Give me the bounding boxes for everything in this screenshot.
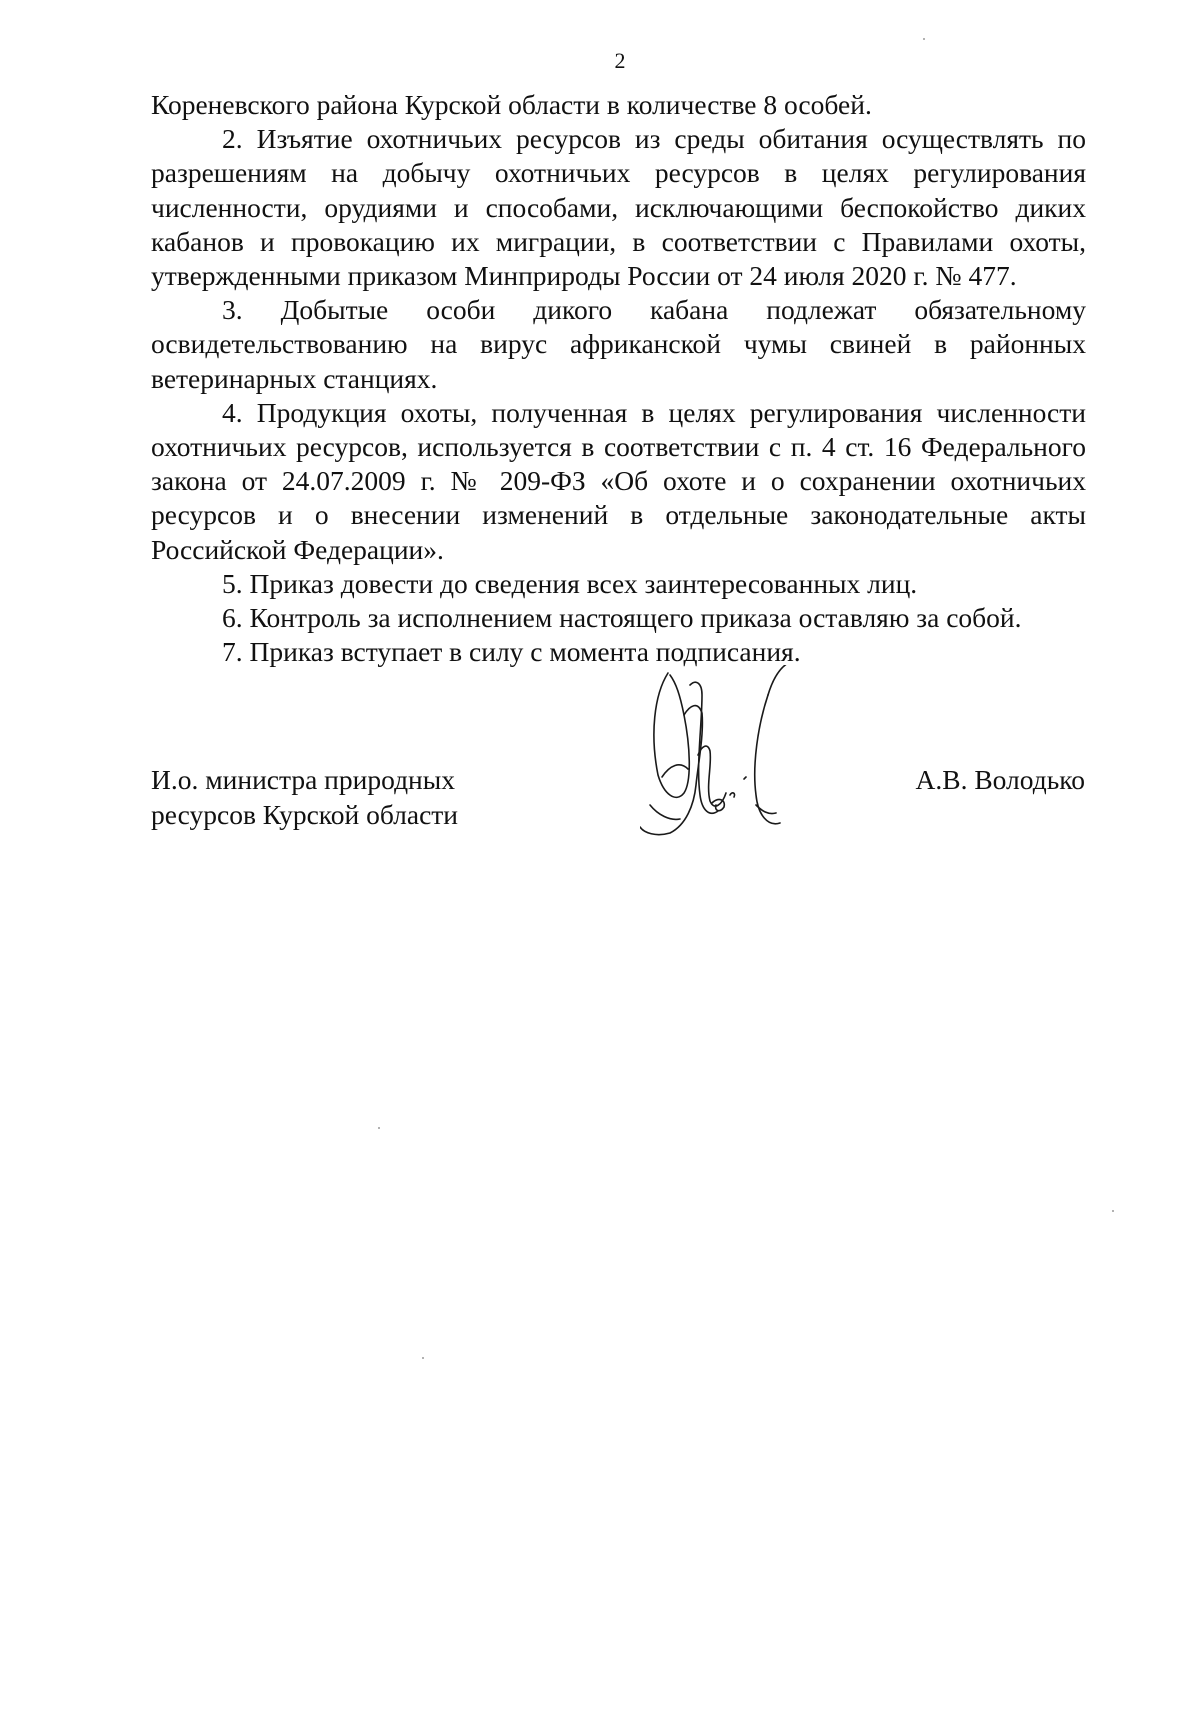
scan-speck	[923, 38, 925, 40]
paragraph-item-6: 6. Контроль за исполнением настоящего приказа оставляю за собой.	[222, 602, 1022, 634]
signatory-position-line-1: И.о. министра природных	[151, 764, 456, 795]
paragraph-item-3: 3. Добытые особи дикого кабана подлежат обязательному освидетельствованию на вирус африканской чумы свиней в районных ветеринарных станциях.	[151, 294, 1086, 394]
paragraph-item-4: 4. Продукция охоты, полученная в целях регулирования численности охотничьих ресурсов, используется в соответствии с п. 4 ст. 16 Федерального закона от 24.07.2009 г. № 209-ФЗ «Об охоте и о сохранении охотничьих ресурсов и о внесении изменений в отдельные законодательные акты Российской Федерации».	[151, 396, 1086, 565]
signatory-position-line-2: ресурсов Курской области	[151, 799, 459, 830]
page-number: 2	[614, 48, 626, 73]
paragraph-item-5: 5. Приказ довести до сведения всех заинтересованных лиц.	[222, 567, 918, 599]
signatory-position	[151, 762, 458, 832]
signatory-name: А.В. Володько	[915, 764, 1085, 795]
handwritten-signature	[640, 665, 860, 855]
scan-speck	[1112, 1210, 1114, 1212]
paragraph-item-2: 2. Изъятие охотничьих ресурсов из среды обитания осуществлять по разрешениям на добычу охотничьих ресурсов в целях регулирования численности, орудиями и способами, исключающими беспокойство диких кабанов и провокацию их миграции, в соответствии с Правилами охоты, утвержденными приказом Минприроды России от 24 июля 2020 г. № 477.	[151, 123, 1086, 292]
paragraph-continuation: Кореневского района Курской области в количестве 8 особей.	[151, 89, 872, 120]
paragraph-item-7: 7. Приказ вступает в силу с момента подписания.	[222, 636, 801, 668]
document-body	[151, 88, 1086, 669]
scan-speck	[422, 1357, 424, 1359]
scan-speck	[378, 1127, 380, 1129]
